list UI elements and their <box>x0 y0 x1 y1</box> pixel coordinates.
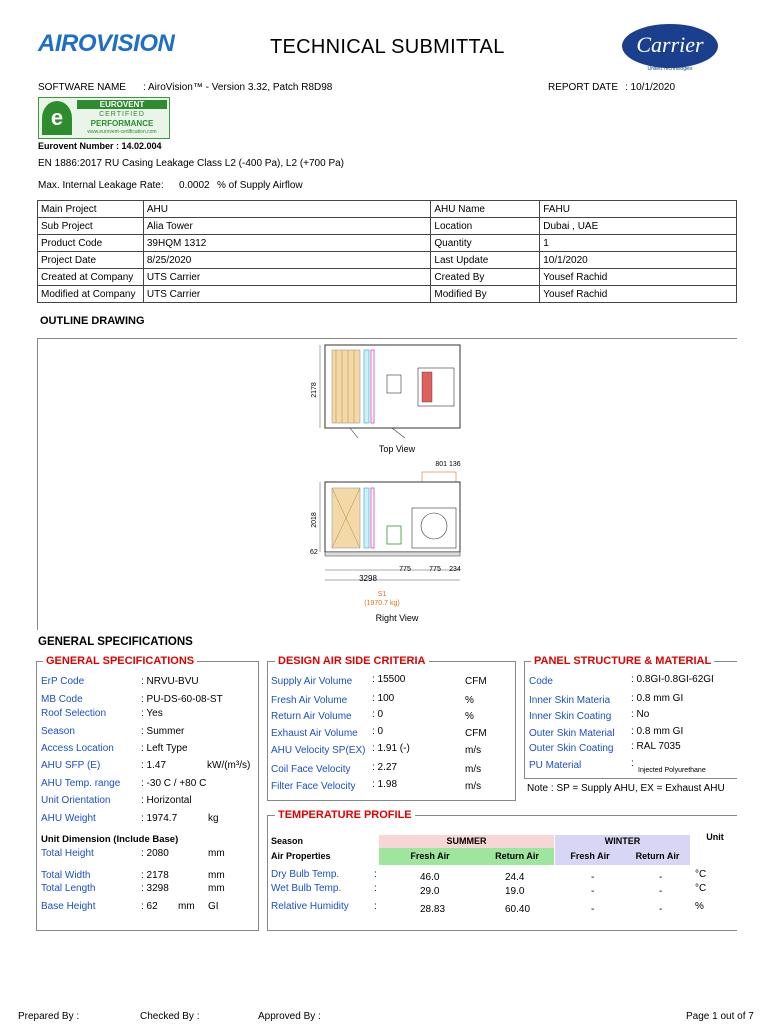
design-value: : 2.27 <box>372 762 398 773</box>
spec-unit: kg <box>208 813 219 824</box>
right-view-motor <box>387 526 401 544</box>
general-specs-panel-title: GENERAL SPECIFICATIONS <box>43 655 197 667</box>
leakage-unit: % of Supply Airflow <box>217 180 303 191</box>
design-unit: m/s <box>465 781 482 792</box>
table-row <box>38 218 737 235</box>
eurovent-number: Eurovent Number : 14.02.004 <box>38 141 162 151</box>
air-properties-label: Air Properties <box>271 851 331 861</box>
panel-label: Inner Skin Coating <box>529 711 612 722</box>
top-view-eliminator <box>371 350 374 423</box>
report-date-label: REPORT DATE <box>548 82 619 93</box>
report-date-value: : 10/1/2020 <box>625 82 676 93</box>
temp-colon: : <box>374 901 377 912</box>
spec-label: Season <box>41 726 75 737</box>
table-cell: 1 <box>540 235 737 252</box>
panel-value: : <box>631 758 634 769</box>
spec-value: : Horizontal <box>141 795 192 806</box>
temp-label: Wet Bulb Temp. <box>271 883 342 894</box>
table-row <box>38 201 737 218</box>
spec-value: : Yes <box>141 708 163 719</box>
table-cell: AHU Name <box>431 201 540 218</box>
spec-value: : -30 C / +80 C <box>141 778 207 789</box>
temp-label: Dry Bulb Temp. <box>271 869 340 880</box>
winter-return-value: - <box>659 872 663 883</box>
dimension-unit: mm <box>208 848 225 859</box>
design-label: Fresh Air Volume <box>271 695 348 706</box>
carrier-logo-sub: United Technologies <box>647 66 693 72</box>
sp-ex-note: Note : SP = Supply AHU, EX = Exhaust AHU <box>527 783 725 794</box>
panel-value: : 0.8 mm GI <box>631 693 684 704</box>
spec-value: : 1974.7 <box>141 813 178 824</box>
panel-value: : 0.8GI-0.8GI-62GI <box>631 674 714 685</box>
table-row <box>38 235 737 252</box>
table-cell: Quantity <box>431 235 540 252</box>
temp-colon: : <box>374 869 377 880</box>
design-label: Coil Face Velocity <box>271 764 351 775</box>
top-view-motor <box>387 375 401 393</box>
right-view-fan <box>412 508 456 548</box>
temp-colon: : <box>374 883 377 894</box>
table-cell: Project Date <box>38 252 144 269</box>
spec-value: : 1.47 <box>141 760 167 771</box>
right-view-base <box>325 552 460 556</box>
eurovent-line2: CERTIFIED <box>99 111 145 118</box>
panel-label: Outer Skin Coating <box>529 743 614 754</box>
prepared-by: Prepared By : <box>18 1011 80 1022</box>
leakage-label: Max. Internal Leakage Rate: <box>38 180 164 191</box>
design-label: Supply Air Volume <box>271 676 353 687</box>
design-label: AHU Velocity SP(EX) <box>271 745 366 756</box>
dim-775b: 775 <box>429 566 441 573</box>
design-value: : 0 <box>372 709 384 720</box>
outline-drawing <box>300 340 500 630</box>
panel-value: : No <box>631 709 650 720</box>
dim-62: 62 <box>310 549 318 556</box>
section-label: S1 <box>377 591 387 598</box>
design-unit: % <box>465 711 474 722</box>
winter-label: WINTER <box>604 836 641 846</box>
eurovent-certified-logo <box>38 97 170 139</box>
summer-return-air-label: Return Air <box>495 851 539 861</box>
table-row <box>38 269 737 286</box>
table-cell: Sub Project <box>38 218 144 235</box>
design-label: Filter Face Velocity <box>271 781 356 792</box>
pu-material-value: Injected Polyurethane <box>638 767 706 774</box>
software-label: SOFTWARE NAME <box>38 82 126 93</box>
dim-3298: 3298 <box>359 574 377 583</box>
table-cell: Created at Company <box>38 269 144 286</box>
spec-label: AHU Temp. range <box>41 778 121 789</box>
table-cell: 10/1/2020 <box>540 252 737 269</box>
summer-return-value: 24.4 <box>505 872 525 883</box>
design-unit: m/s <box>465 764 482 775</box>
winter-return-value: - <box>659 886 663 897</box>
winter-return-air-label: Return Air <box>635 851 680 861</box>
right-view-label: Right View <box>375 613 419 623</box>
carrier-logo: Carrier <box>622 24 718 68</box>
leakage-value: 0.0002 <box>179 180 210 191</box>
table-cell: Main Project <box>38 201 144 218</box>
dimension-label: Total Height <box>41 848 94 859</box>
table-cell: Location <box>431 218 540 235</box>
dimension-value: : 2178 <box>141 870 169 881</box>
right-view-eliminator <box>371 488 374 548</box>
dimension-value: : 62 <box>141 901 158 912</box>
eurovent-line3: PERFORMANCE <box>90 119 154 128</box>
dimension-extra: GI <box>208 901 219 912</box>
dim-2178: 2178 <box>311 382 318 398</box>
table-cell: UTS Carrier <box>143 269 431 286</box>
top-view-coil <box>364 350 369 423</box>
design-value: : 1.91 (-) <box>372 743 410 754</box>
spec-unit: kW/(m³/s) <box>207 760 251 771</box>
dimension-value: : 2080 <box>141 848 169 859</box>
spec-label: AHU SFP (E) <box>41 760 101 771</box>
right-view-coil <box>364 488 369 548</box>
eurovent-line1: EUROVENT <box>77 100 167 109</box>
dimension-unit: mm <box>208 883 225 894</box>
table-cell: FAHU <box>540 201 737 218</box>
right-view-hood <box>422 472 456 482</box>
dim-234: 234 <box>449 566 461 573</box>
project-info-table <box>37 200 737 303</box>
panel-value: : RAL 7035 <box>631 741 681 752</box>
design-air-panel-title: DESIGN AIR SIDE CRITERIA <box>275 655 429 667</box>
summer-label: SUMMER <box>446 836 487 846</box>
summer-return-value: 19.0 <box>505 886 525 897</box>
unit-label: Unit <box>706 832 724 842</box>
panel-label: Inner Skin Materia <box>529 695 611 706</box>
table-cell: Modified By <box>431 286 540 303</box>
table-cell: Last Update <box>431 252 540 269</box>
casing-leakage-line: EN 1886:2017 RU Casing Leakage Class L2 (-400 Pa), L2 (+700 Pa) <box>38 158 345 169</box>
season-label: Season <box>271 836 304 846</box>
outline-drawing-heading: OUTLINE DRAWING <box>40 315 145 327</box>
dimension-value: : 3298 <box>141 883 169 894</box>
table-cell: Alia Tower <box>143 218 431 235</box>
temp-label: Relative Humidity <box>271 901 349 912</box>
dimension-label: Total Width <box>41 870 91 881</box>
table-cell: Created By <box>431 269 540 286</box>
spec-label: Unit Orientation <box>41 795 111 806</box>
software-value: : AiroVision™ - Version 3.32, Patch R8D98 <box>143 82 333 93</box>
table-cell: Modified at Company <box>38 286 144 303</box>
spec-label: Roof Selection <box>41 708 107 719</box>
design-unit: CFM <box>465 676 487 687</box>
page-number: Page 1 out of 7 <box>686 1011 754 1022</box>
table-cell: AHU <box>143 201 431 218</box>
spec-label: MB Code <box>41 694 83 705</box>
summer-fresh-air-label: Fresh Air <box>410 851 450 861</box>
design-value: : 0 <box>372 726 384 737</box>
dim-2018: 2018 <box>311 512 318 528</box>
eurovent-url: www.eurovent-certification.com <box>87 129 157 135</box>
design-unit: % <box>465 695 474 706</box>
winter-fresh-value: - <box>591 904 595 915</box>
winter-fresh-value: - <box>591 886 595 897</box>
spec-value: : NRVU-BVU <box>141 676 199 687</box>
dim-775a: 775 <box>399 566 411 573</box>
spec-value: : PU-DS-60-08-ST <box>141 694 223 705</box>
airovision-logo: AIROVISION <box>38 30 175 57</box>
design-value: : 15500 <box>372 674 406 685</box>
panel-label: Outer Skin Material <box>529 728 615 739</box>
temperature-profile-title: TEMPERATURE PROFILE <box>275 809 415 821</box>
design-unit: m/s <box>465 745 482 756</box>
summer-return-value: 60.40 <box>505 904 531 915</box>
panel-label: PU Material <box>529 760 582 771</box>
checked-by: Checked By : <box>140 1011 200 1022</box>
page-title: TECHNICAL SUBMITTAL <box>270 36 505 58</box>
panel-label: Code <box>529 676 553 687</box>
table-cell: 8/25/2020 <box>143 252 431 269</box>
spec-label: Access Location <box>41 743 114 754</box>
design-unit: CFM <box>465 728 487 739</box>
design-label: Exhaust Air Volume <box>271 728 358 739</box>
temp-unit: % <box>695 901 704 912</box>
table-cell: 39HQM 1312 <box>143 235 431 252</box>
winter-return-value: - <box>659 904 663 915</box>
dimension-unit: mm <box>178 901 195 912</box>
design-value: : 1.98 <box>372 779 398 790</box>
table-cell: Dubai , UAE <box>540 218 737 235</box>
design-value: : 100 <box>372 693 395 704</box>
temp-unit: °C <box>695 869 707 880</box>
winter-fresh-air-label: Fresh Air <box>570 851 610 861</box>
dimension-label: Base Height <box>41 901 96 912</box>
spec-label: ErP Code <box>41 676 85 687</box>
temp-unit: °C <box>695 883 707 894</box>
table-cell: Product Code <box>38 235 144 252</box>
summer-fresh-value: 46.0 <box>420 872 440 883</box>
general-specs-heading: GENERAL SPECIFICATIONS <box>38 636 193 648</box>
top-view-label: Top View <box>378 444 416 454</box>
dimension-unit: mm <box>208 870 225 881</box>
dimension-label: Total Length <box>41 883 96 894</box>
winter-fresh-value: - <box>591 872 595 883</box>
eurovent-e-icon: e <box>42 101 72 135</box>
unit-dimension-heading: Unit Dimension (Include Base) <box>41 834 179 845</box>
approved-by: Approved By : <box>258 1011 321 1022</box>
table-cell: Yousef Rachid <box>540 269 737 286</box>
table-row <box>38 286 737 303</box>
section-weight: (1970.7 kg) <box>364 600 400 607</box>
design-label: Return Air Volume <box>271 711 352 722</box>
spec-label: AHU Weight <box>41 813 96 824</box>
spec-value: : Left Type <box>141 743 188 754</box>
panel-structure-panel-title: PANEL STRUCTURE & MATERIAL <box>531 655 714 667</box>
dim-top: 801 136 <box>435 461 461 468</box>
table-row <box>38 252 737 269</box>
spec-value: : Summer <box>141 726 185 737</box>
summer-fresh-value: 28.83 <box>420 904 446 915</box>
summer-fresh-value: 29.0 <box>420 886 440 897</box>
table-cell: UTS Carrier <box>143 286 431 303</box>
panel-value: : 0.8 mm GI <box>631 726 684 737</box>
table-cell: Yousef Rachid <box>540 286 737 303</box>
